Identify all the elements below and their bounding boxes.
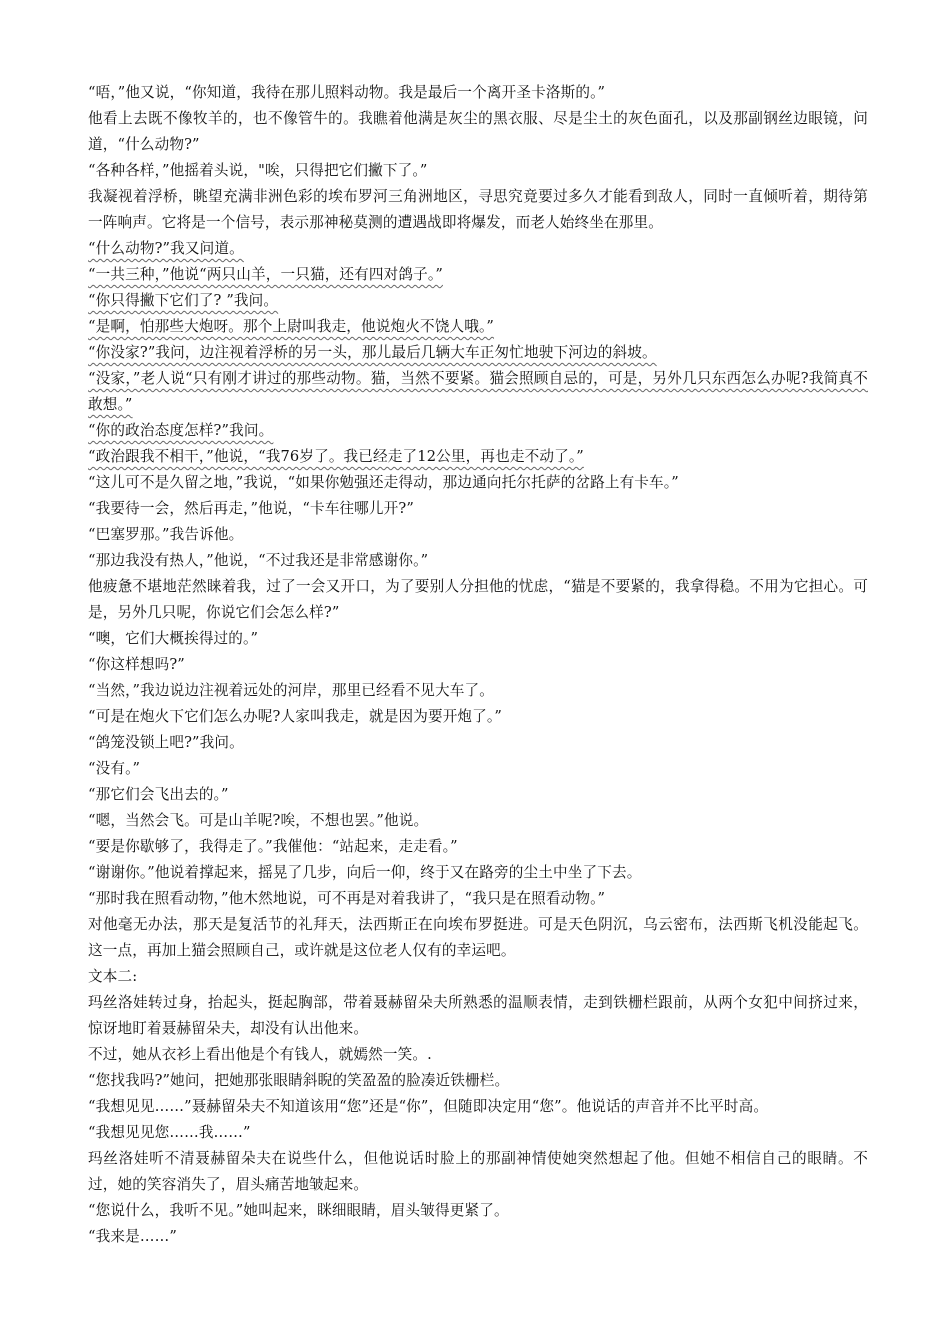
paragraph (88, 1198, 868, 1224)
paragraph (88, 678, 868, 704)
paragraph (88, 548, 868, 574)
paragraph-text: 他疲惫不堪地茫然睐着我，过了一会又开口，为了要别人分担他的忧虑，“猫是不要紧的，我拿得稳。不用为它担心。可是，另外几只呢，你说它们会怎么样?” (88, 578, 868, 621)
paragraph-text: “那它们会飞出去的。” (88, 786, 229, 803)
underlined-text: “你的政治态度怎样?”我问。 (88, 422, 274, 439)
underlined-text: “你只得撇下它们了? ”我问。 (88, 292, 279, 309)
paragraph-text: “你这样想吗?” (88, 656, 185, 673)
text-one-section (88, 80, 868, 964)
paragraph (88, 730, 868, 756)
paragraph-text: “唔，”他又说，“你知道，我待在那儿照料动物。我是最后一个离开圣卡洛斯的。” (88, 84, 606, 101)
document-page (88, 80, 868, 1250)
paragraph (88, 756, 868, 782)
paragraph-text: “我来是……” (88, 1228, 177, 1245)
underlined-text: “你没家?”我问，边注视着浮桥的另一头，那儿最后几辆大车正匆忙地驶下河边的斜坡。 (88, 344, 657, 361)
paragraph (88, 834, 868, 860)
paragraph (88, 782, 868, 808)
paragraph-text: “您说什么，我听不见。”她叫起来，眯细眼睛，眉头皱得更紧了。 (88, 1202, 509, 1219)
paragraph-text: “那边我没有热人，”他说，“不过我还是非常感谢你。” (88, 552, 429, 569)
paragraph-text: “那时我在照看动物，”他木然地说，可不再是对着我讲了，“我只是在照看动物。” (88, 890, 606, 907)
paragraph (88, 184, 868, 236)
paragraph-text: “各种各样，”他摇着头说，"唉，只得把它们撇下了。” (88, 162, 428, 179)
text-two-heading: 文本二: (88, 968, 138, 985)
paragraph-text: 玛丝洛娃转过身，抬起头，挺起胸部，带着聂赫留朵夫所熟悉的温顺表情，走到铁栅栏跟前，从两个女犯中间挤过来，惊讶地盯着聂赫留朵夫，却没有认出他来。 (88, 994, 868, 1037)
paragraph (88, 314, 868, 340)
text-two-section (88, 990, 868, 1250)
underlined-text: “什么动物?”我又问道。 (88, 240, 244, 257)
paragraph-text: “嗯，当然会飞。可是山羊呢?唉，不想也罢。”他说。 (88, 812, 429, 829)
paragraph (88, 470, 868, 496)
paragraph-text: “可是在炮火下它们怎么办呢?人家叫我走，就是因为要开炮了。” (88, 708, 502, 725)
paragraph (88, 1094, 868, 1120)
paragraph-text: “没有。” (88, 760, 141, 777)
paragraph-text: 不过，她从衣衫上看出他是个有钱人，就嫣然一笑。. (88, 1046, 432, 1063)
paragraph (88, 106, 868, 158)
underlined-text: “没家，”老人说“只有刚才讲过的那些动物。猫，当然不要紧。猫会照顾自忌的，可是，另外几只东西怎么办呢?我简真不敢想。” (88, 370, 868, 413)
paragraph-text: “鸽笼没锁上吧?”我问。 (88, 734, 244, 751)
paragraph-text: “噢，它们大概挨得过的。” (88, 630, 259, 647)
paragraph (88, 288, 868, 314)
paragraph (88, 1146, 868, 1198)
paragraph-text: “我想见见……”聂赫留朵夫不知道该用“您”还是“你”，但随即决定用“您”。他说话的声音并不比平时高。 (88, 1098, 769, 1115)
paragraph (88, 1120, 868, 1146)
paragraph-text: “我要待一会，然后再走，”他说，“卡车往哪儿开?” (88, 500, 414, 517)
paragraph (88, 626, 868, 652)
paragraph (88, 158, 868, 184)
paragraph (88, 340, 868, 366)
paragraph-text: “谢谢你。”他说着撑起来，摇晃了几步，向后一仰，终于又在路旁的尘土中坐了下去。 (88, 864, 642, 881)
paragraph (88, 262, 868, 288)
paragraph (88, 912, 868, 964)
underlined-text: “一共三种，”他说“两只山羊，一只猫，还有四对鸽子。” (88, 266, 443, 283)
paragraph (88, 808, 868, 834)
paragraph-text: “这儿可不是久留之地，”我说，“如果你勉强还走得动，那边通向托尔托萨的岔路上有卡车。” (88, 474, 679, 491)
paragraph (88, 1042, 868, 1068)
paragraph (88, 574, 868, 626)
paragraph (88, 522, 868, 548)
paragraph (88, 418, 868, 444)
paragraph-text: “您找我吗?”她问，把她那张眼睛斜睨的笑盈盈的脸凑近铁栅栏。 (88, 1072, 510, 1089)
paragraph-text: 玛丝洛娃听不清聂赫留朵夫在说些什么，但他说话时脸上的那副神情使她突然想起了他。但她不相信自己的眼睛。不过，她的笑容消失了，眉头痛苦地皱起来。 (88, 1150, 868, 1193)
paragraph (88, 1068, 868, 1094)
paragraph (88, 80, 868, 106)
paragraph (88, 1224, 868, 1250)
paragraph (88, 496, 868, 522)
paragraph-text: 我凝视着浮桥，眺望充满非洲色彩的埃布罗河三角洲地区，寻思究竟要过多久才能看到敌人，同时一直倾听着，期待第一阵响声。它将是一个信号，表示那神秘莫测的遭遇战即将爆发，而老人始终坐在那里。 (88, 188, 868, 231)
paragraph (88, 990, 868, 1042)
underlined-text: “政治跟我不相干，”他说，“我76岁了。我已经走了12公里，再也走不动了。” (88, 448, 584, 465)
paragraph (88, 236, 868, 262)
paragraph (88, 886, 868, 912)
paragraph (88, 704, 868, 730)
paragraph (88, 444, 868, 470)
paragraph (88, 366, 868, 418)
paragraph-text: 他看上去既不像牧羊的，也不像管牛的。我瞧着他满是灰尘的黑衣服、尽是尘土的灰色面孔，以及那副钢丝边眼镜，问道，“什么动物?” (88, 110, 868, 153)
paragraph-text: “巴塞罗那。”我告诉他。 (88, 526, 244, 543)
paragraph-text: “要是你歇够了，我得走了。”我催他：“站起来，走走看。” (88, 838, 458, 855)
paragraph-text: “我想见见您……我……” (88, 1124, 251, 1141)
paragraph-text: 对他毫无办法，那天是复活节的礼拜天，法西斯正在向埃布罗挺进。可是天色阴沉，乌云密布，法西斯飞机没能起飞。这一点，再加上猫会照顾自己，或许就是这位老人仅有的幸运吧。 (88, 916, 868, 959)
paragraph (88, 860, 868, 886)
paragraph-text: “当然，”我边说边注视着远处的河岸，那里已经看不见大车了。 (88, 682, 495, 699)
paragraph (88, 652, 868, 678)
underlined-text: “是啊，怕那些大炮呀。那个上尉叫我走，他说炮火不饶人哦。” (88, 318, 495, 335)
